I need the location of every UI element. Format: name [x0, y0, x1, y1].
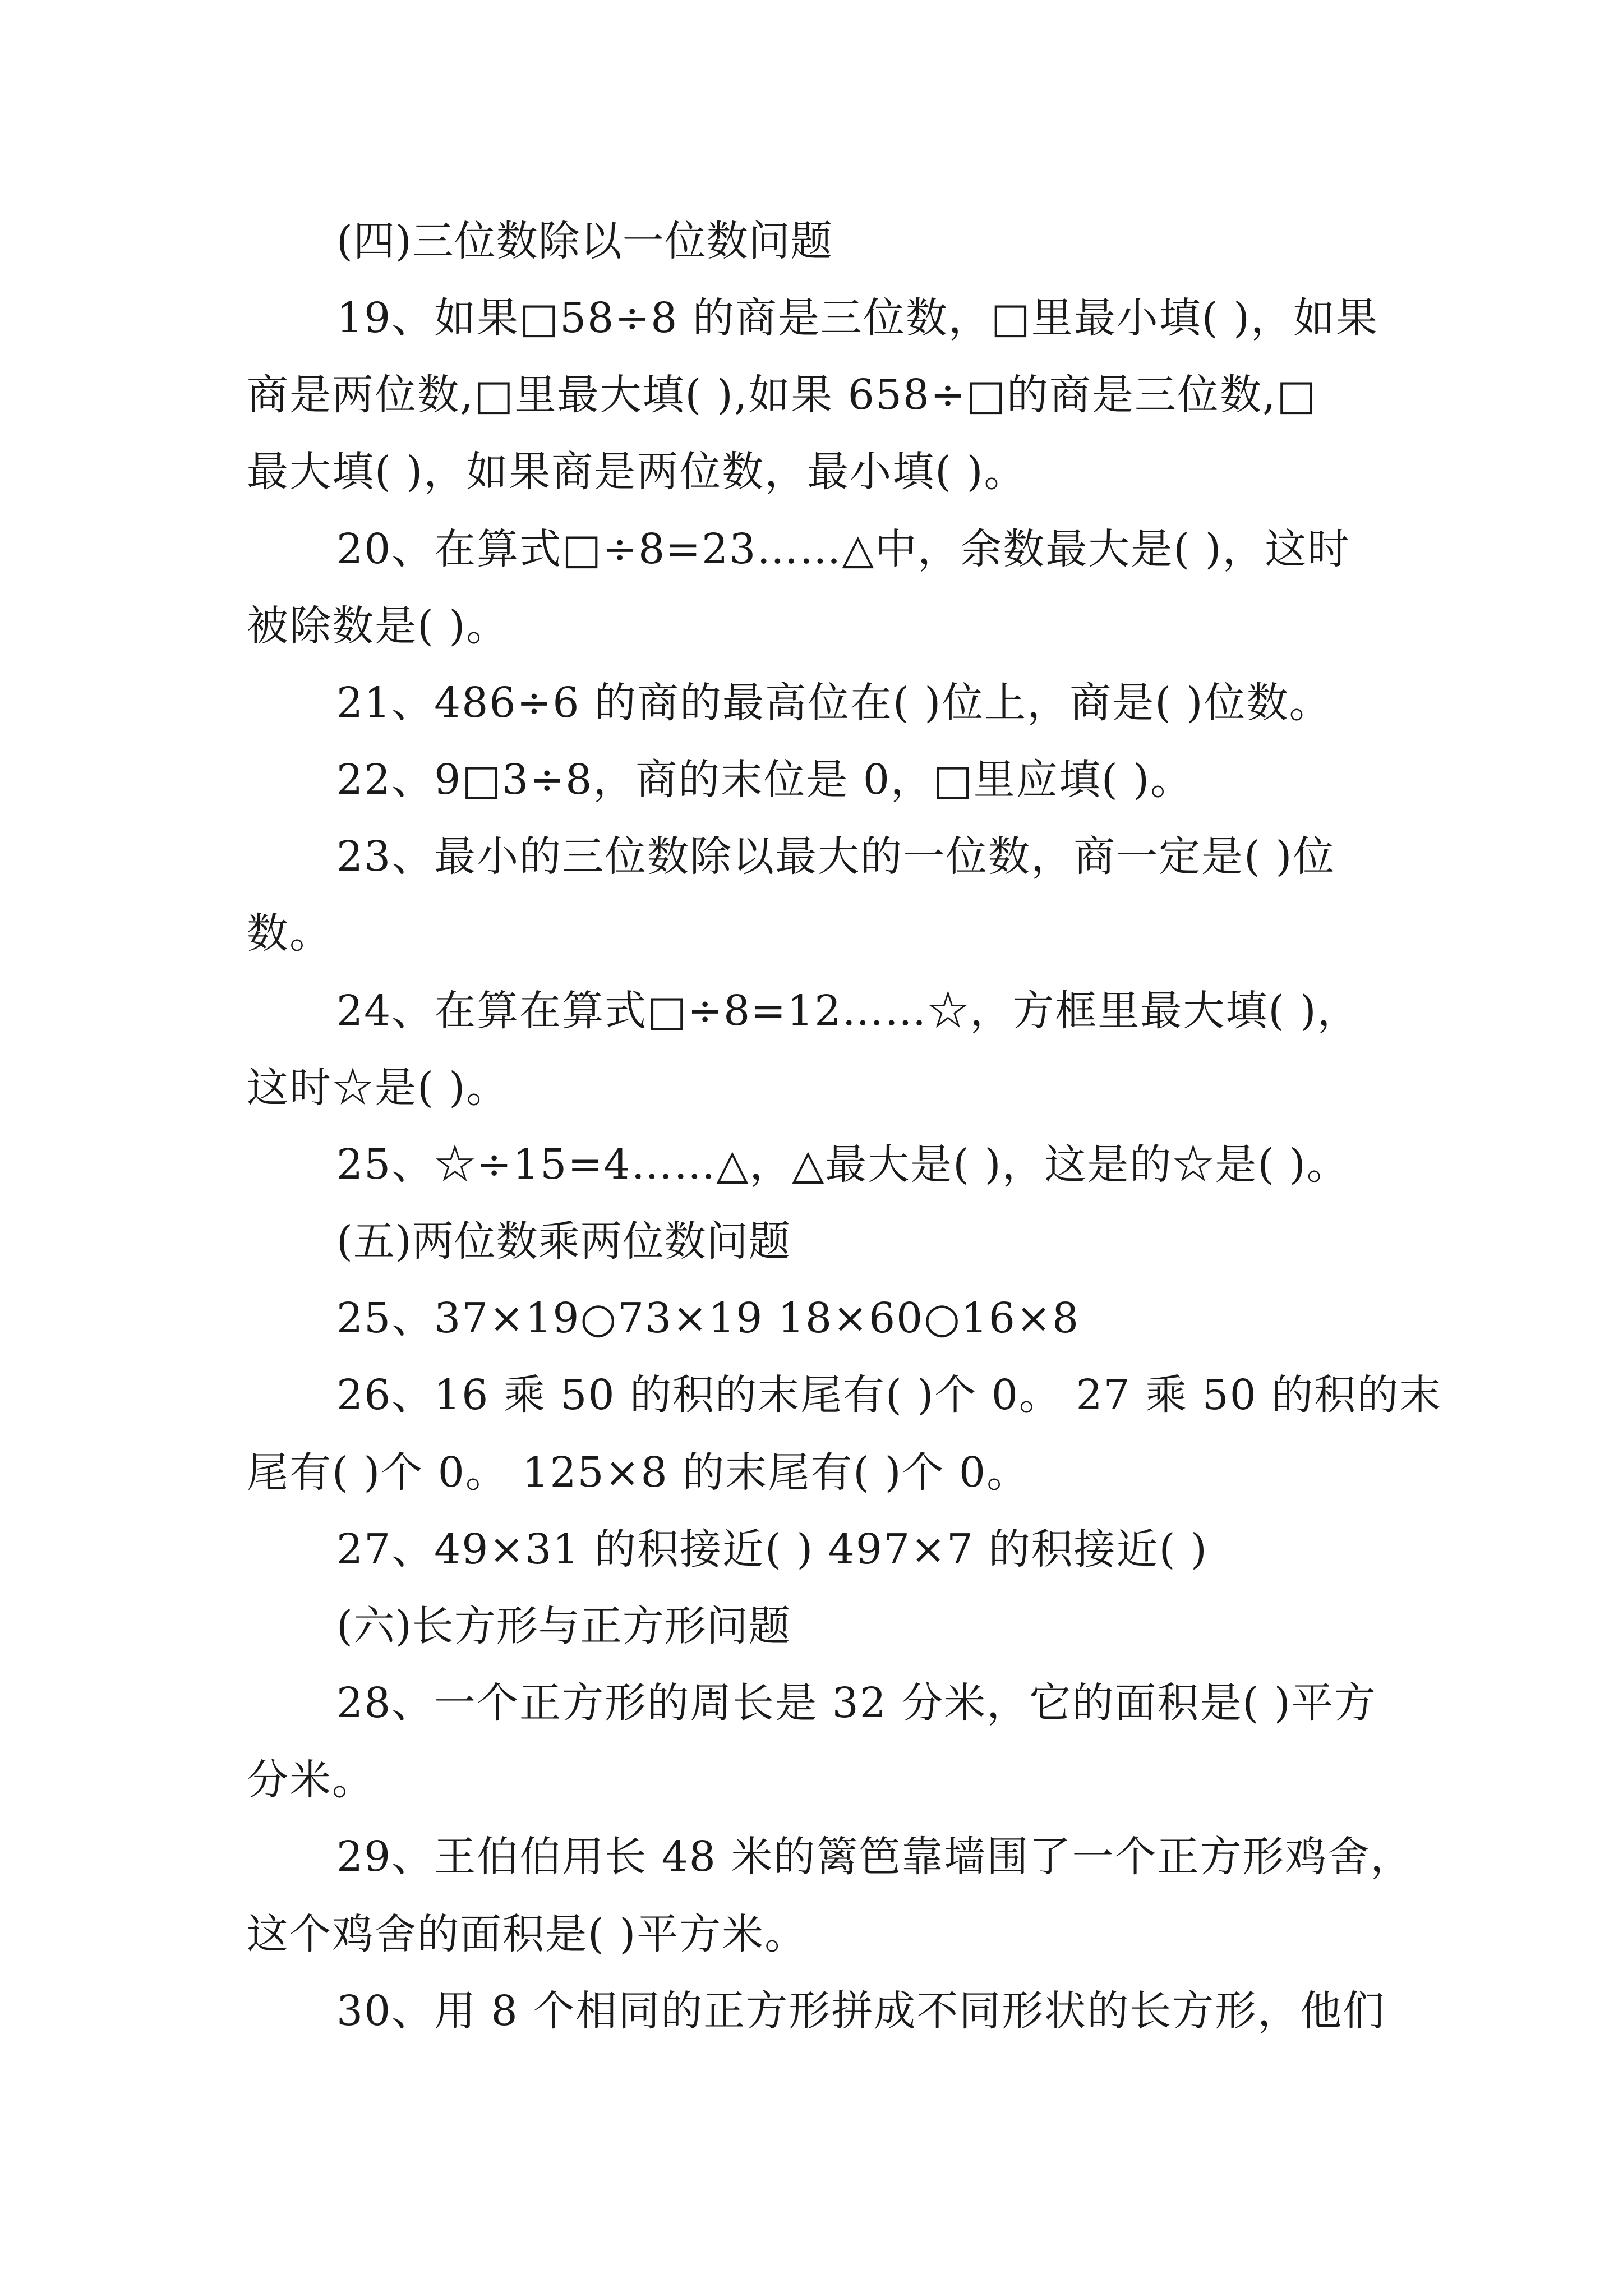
question-30-line-1: 30、用 8 个相同的正方形拼成不同形状的长方形，他们	[336, 1987, 1386, 2035]
question-28-line-2: 分米。	[247, 1756, 375, 1804]
question-21: 21、486÷6 的商的最高位在( )位上，商是( )位数。	[336, 679, 1332, 727]
question-19-line-2: 商是两位数,□里最大填( ),如果 658÷□的商是三位数,□	[247, 371, 1317, 419]
question-22: 22、9□3÷8，商的末位是 0，□里应填( )。	[336, 756, 1193, 804]
section-heading-4: (四)三位数除以一位数问题	[336, 217, 833, 265]
question-28-line-1: 28、一个正方形的周长是 32 分米，它的面积是( )平方	[336, 1679, 1377, 1727]
question-24-line-1: 24、在算在算式□÷8=12……☆，方框里最大填( )，	[336, 987, 1360, 1035]
question-26-line-2: 尾有( )个 0。 125×8 的末尾有( )个 0。	[247, 1448, 1030, 1497]
question-25: 25、☆÷15=4……△，△最大是( )，这是的☆是( )。	[336, 1140, 1349, 1189]
question-26-line-1: 26、16 乘 50 的积的末尾有( )个 0。 27 乘 50 的积的末	[336, 1371, 1442, 1419]
section-heading-5: (五)两位数乘两位数问题	[336, 1217, 791, 1266]
question-23-line-2: 数。	[247, 909, 332, 958]
question-19-line-1: 19、如果□58÷8 的商是三位数，□里最小填( )，如果	[336, 294, 1379, 342]
question-25-compare: 25、37×19○73×19 18×60○16×8	[336, 1294, 1080, 1342]
question-19-line-3: 最大填( )，如果商是两位数，最小填( )。	[247, 448, 1027, 496]
question-24-line-2: 这时☆是( )。	[247, 1064, 509, 1112]
question-23-line-1: 23、最小的三位数除以最大的一位数，商一定是( )位	[336, 832, 1336, 881]
question-20-line-1: 20、在算式□÷8=23……△中，余数最大是( )，这时	[336, 525, 1350, 573]
question-27: 27、49×31 的积接近( ) 497×7 的积接近( )	[336, 1525, 1208, 1573]
question-29-line-1: 29、王伯伯用长 48 米的篱笆靠墙围了一个正方形鸡舍，	[336, 1833, 1413, 1881]
section-heading-6: (六)长方形与正方形问题	[336, 1602, 791, 1650]
question-20-line-2: 被除数是( )。	[247, 602, 509, 650]
question-29-line-2: 这个鸡舍的面积是( )平方米。	[247, 1910, 808, 1958]
